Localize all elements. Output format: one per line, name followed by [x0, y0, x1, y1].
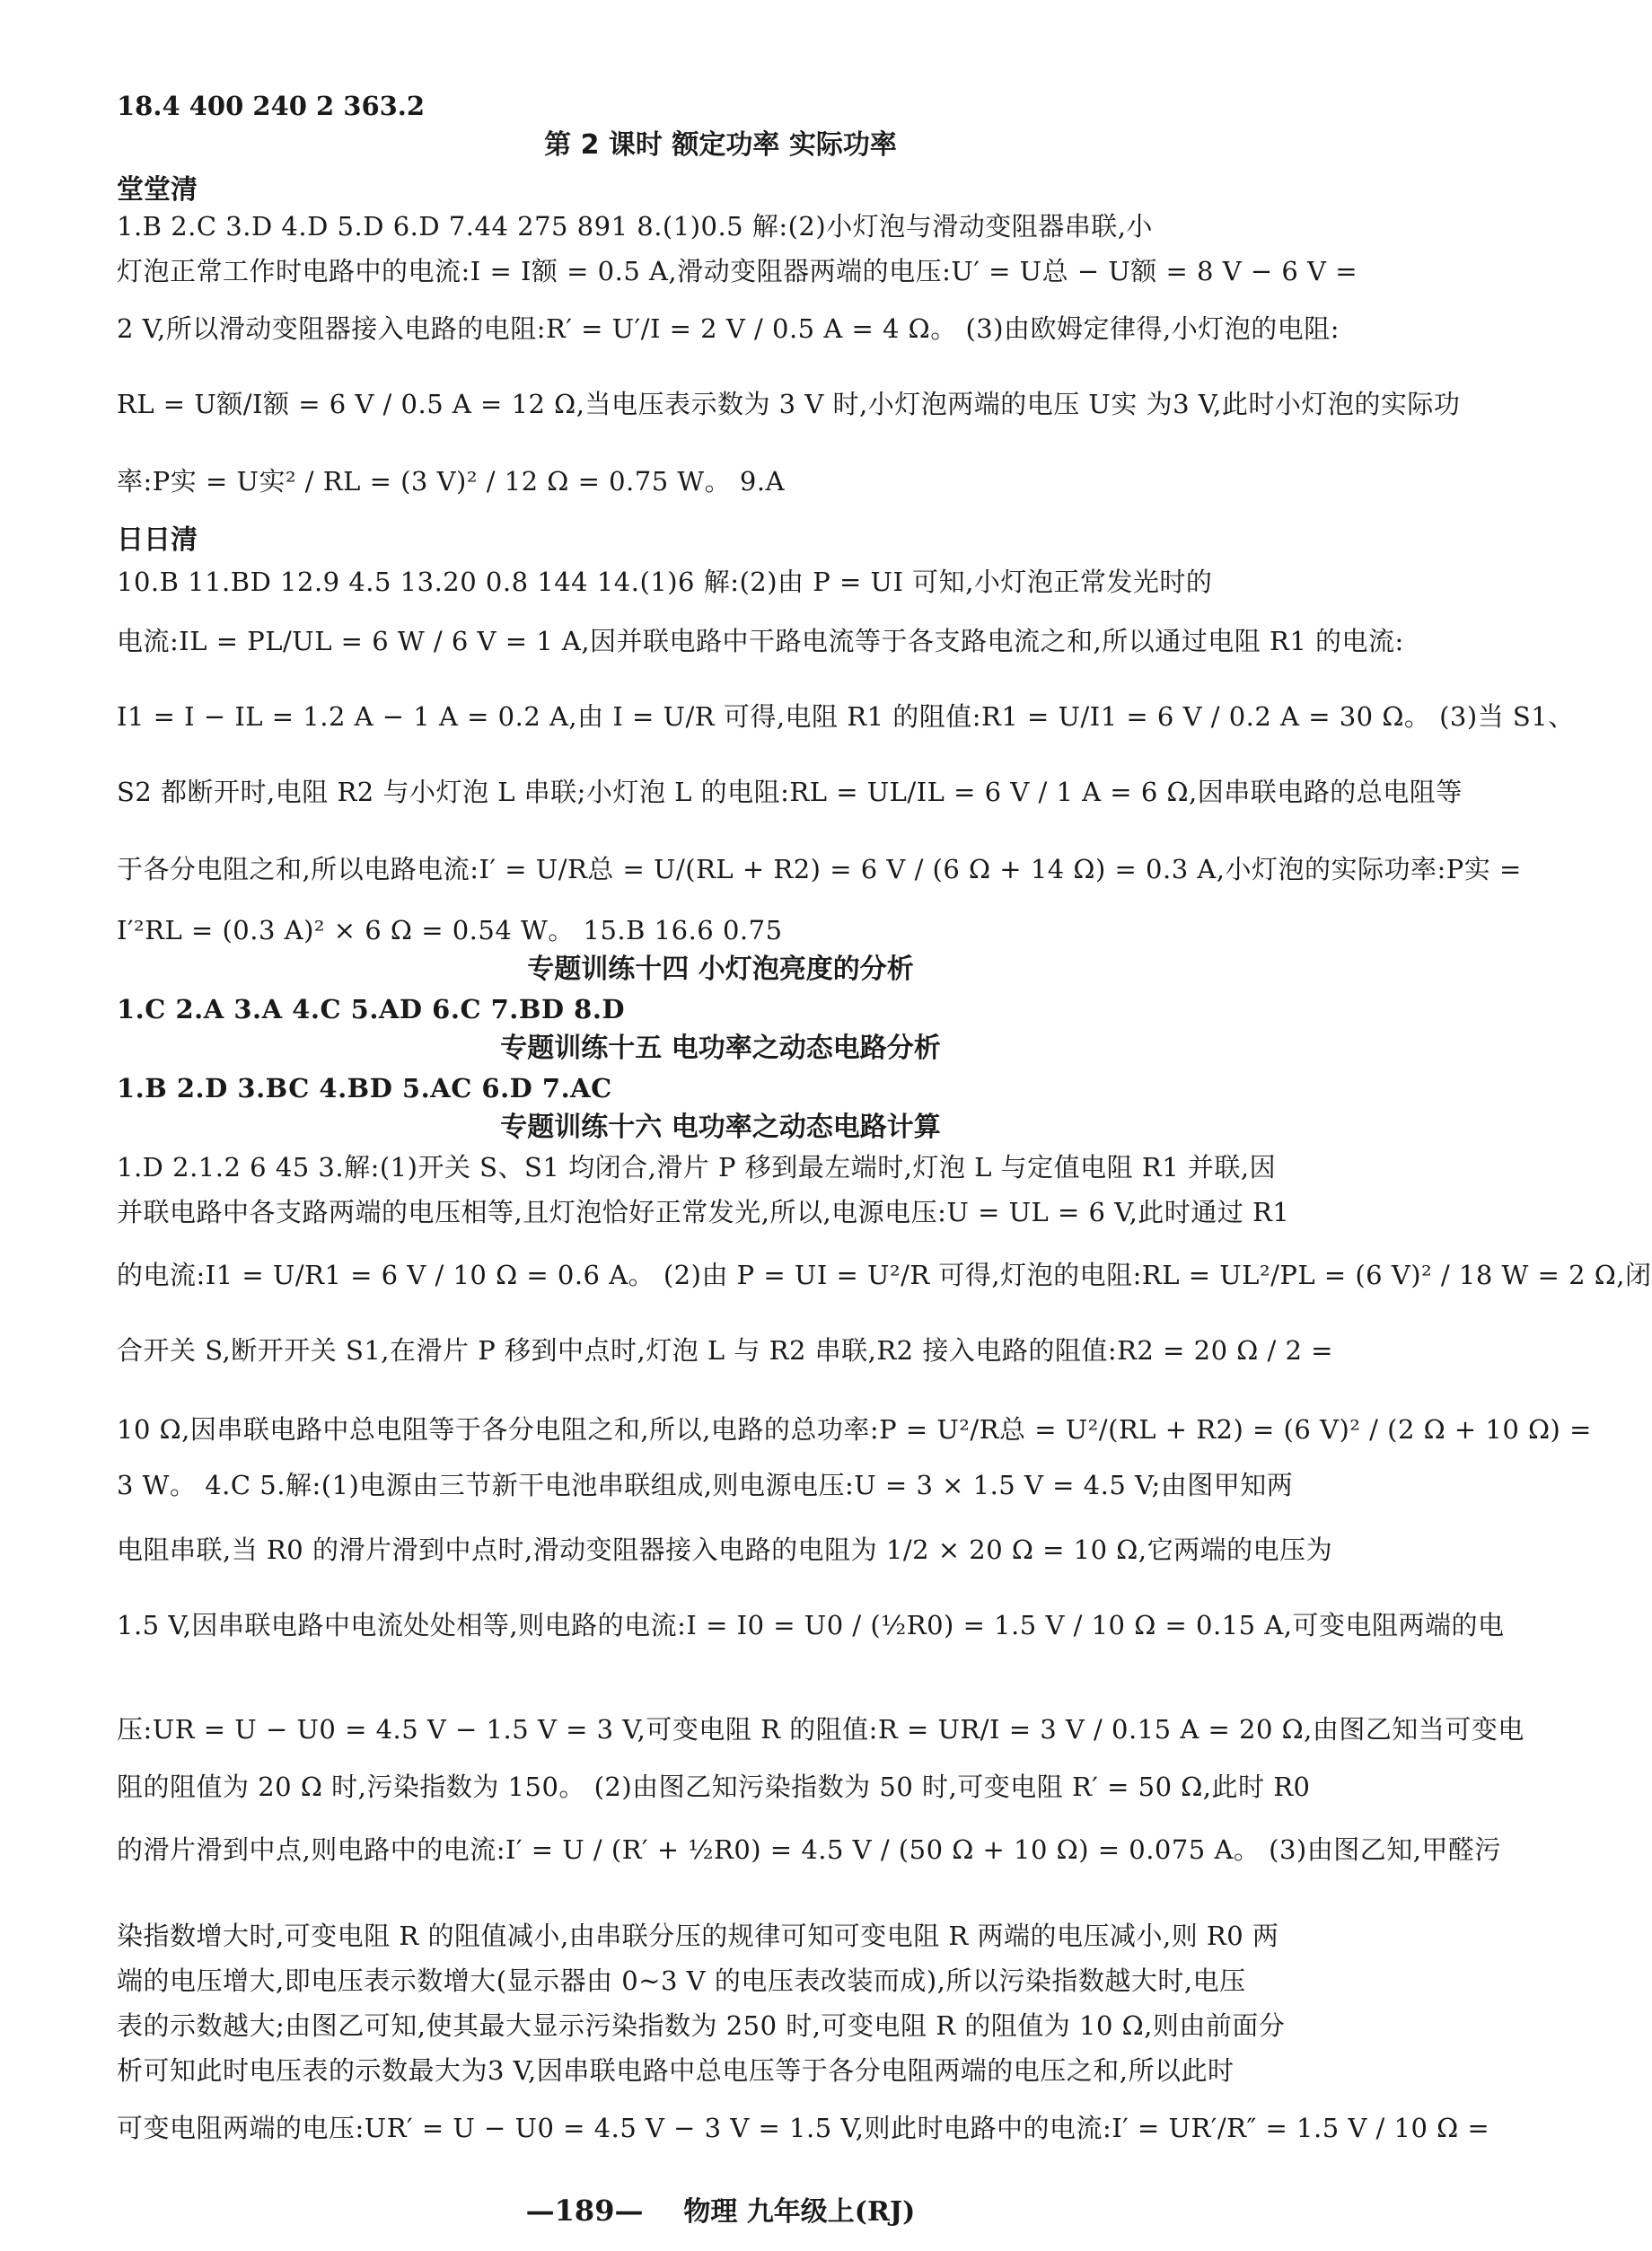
topic16-line: 的滑片滑到中点,则电路中的电流:I′ = U / (R′ + ½R0) = 4.5 V / (50 Ω + 10 Ω) = 0.075 A。 (3)由图乙知,甲醛污 [117, 1834, 1501, 1865]
topic16-line: 合开关 S,断开开关 S1,在滑片 P 移到中点时,灯泡 L 与 R2 串联,R2 接入电路的阻值:R2 = 20 Ω / 2 = [117, 1335, 1333, 1366]
subject-label: 物理 九年级上(RJ) [683, 2196, 916, 2228]
topic16-title: 专题训练十六 电功率之动态电路计算 [500, 1112, 941, 1143]
tangtangqing-line: 灯泡正常工作时电路中的电流:I = I额 = 0.5 A,滑动变阻器两端的电压:U′ = U总 − U额 = 8 V − 6 V = [117, 256, 1358, 286]
page-number: —189— [525, 2194, 644, 2228]
topic16-line: 并联电路中各支路两端的电压相等,且灯泡恰好正常发光,所以,电源电压:U = UL = 6 V,此时通过 R1 [117, 1197, 1290, 1227]
topic16-line: 1.5 V,因串联电路中电流处处相等,则电路的电流:I = I0 = U0 / (½R0) = 1.5 V / 10 Ω = 0.15 A,可变电阻两端的电 [117, 1610, 1505, 1640]
topic16-line: 析可知此时电压表的示数最大为3 V,因串联电路中总电压等于各分电阻两端的电压之和,所以此时 [117, 2055, 1235, 2086]
section-tangtangqing: 堂堂清 [117, 174, 198, 206]
tangtangqing-line: 1.B 2.C 3.D 4.D 5.D 6.D 7.44 275 891 8.(1)0.5 解:(2)小灯泡与滑动变阻器串联,小 [117, 211, 1153, 242]
lesson-title: 第 2 课时 额定功率 实际功率 [544, 129, 897, 161]
topic16-line: 3 W。 4.C 5.解:(1)电源由三节新干电池串联组成,则电源电压:U = 3 × 1.5 V = 4.5 V;由图甲知两 [117, 1470, 1294, 1500]
topic16-line: 电阻串联,当 R0 的滑片滑到中点时,滑动变阻器接入电路的电阻为 1/2 × 20 Ω = 10 Ω,它两端的电压为 [117, 1534, 1333, 1565]
topic14-title: 专题训练十四 小灯泡亮度的分析 [527, 954, 914, 985]
page-footer [0, 2193, 1441, 2230]
section-ririqing: 日日清 [117, 524, 198, 556]
ririqing-line: 10.B 11.BD 12.9 4.5 13.20 0.8 144 14.(1)6 解:(2)由 P = UI 可知,小灯泡正常发光时的 [117, 567, 1213, 597]
topic15-title: 专题训练十五 电功率之动态电路分析 [500, 1033, 941, 1064]
topic16-line: 染指数增大时,可变电阻 R 的阻值减小,由串联分压的规律可知可变电阻 R 两端的电压减小,则 R0 两 [117, 1921, 1279, 1951]
ririqing-line: I′²RL = (0.3 A)² × 6 Ω = 0.54 W。 15.B 16.6 0.75 [117, 915, 783, 945]
topic15-answers: 1.B 2.D 3.BC 4.BD 5.AC 6.D 7.AC [117, 1073, 612, 1104]
ririqing-line: S2 都断开时,电阻 R2 与小灯泡 L 串联;小灯泡 L 的电阻:RL = UL/IL = 6 V / 1 A = 6 Ω,因串联电路的总电阻等 [117, 777, 1463, 807]
tangtangqing-line: 率:P实 = U实² / RL = (3 V)² / 12 Ω = 0.75 W。 9.A [117, 466, 786, 497]
topic16-line: 阻的阻值为 20 Ω 时,污染指数为 150。 (2)由图乙知污染指数为 50 时,可变电阻 R′ = 50 Ω,此时 R0 [117, 1772, 1311, 1802]
topic16-line: 的电流:I1 = U/R1 = 6 V / 10 Ω = 0.6 A。 (2)由 P = UI = U²/R 可得,灯泡的电阻:RL = UL²/PL = (6 V)² / 18 W = 2 Ω,闭 [117, 1260, 1652, 1290]
ririqing-line: 电流:IL = PL/UL = 6 W / 6 V = 1 A,因并联电路中干路电流等于各支路电流之和,所以通过电阻 R1 的电流: [117, 626, 1404, 656]
ririqing-line: 于各分电阻之和,所以电路电流:I′ = U/R总 = U/(RL + R2) = 6 V / (6 Ω + 14 Ω) = 0.3 A,小灯泡的实际功率:P实 = [117, 854, 1522, 884]
topic16-line: 1.D 2.1.2 6 45 3.解:(1)开关 S、S1 均闭合,滑片 P 移到最左端时,灯泡 L 与定值电阻 R1 并联,因 [117, 1152, 1277, 1183]
topic16-line: 表的示数越大;由图乙可知,使其最大显示污染指数为 250 时,可变电阻 R 的阻值为 10 Ω,则由前面分 [117, 2010, 1286, 2041]
top-answer-line: 18.4 400 240 2 363.2 [117, 91, 426, 121]
topic14-answers: 1.C 2.A 3.A 4.C 5.AD 6.C 7.BD 8.D [117, 994, 626, 1024]
tangtangqing-line: 2 V,所以滑动变阻器接入电路的电阻:R′ = U′/I = 2 V / 0.5 A = 4 Ω。 (3)由欧姆定律得,小灯泡的电阻: [117, 313, 1340, 344]
topic16-line: 可变电阻两端的电压:UR′ = U − U0 = 4.5 V − 3 V = 1.5 V,则此时电路中的电流:I′ = UR′/R″ = 1.5 V / 10 Ω = [117, 2113, 1490, 2143]
topic16-line: 压:UR = U − U0 = 4.5 V − 1.5 V = 3 V,可变电阻 R 的阻值:R = UR/I = 3 V / 0.15 A = 20 Ω,由图乙知当可变电 [117, 1714, 1525, 1745]
tangtangqing-line: RL = U额/I额 = 6 V / 0.5 A = 12 Ω,当电压表示数为 3 V 时,小灯泡两端的电压 U实 为3 V,此时小灯泡的实际功 [117, 389, 1461, 419]
ririqing-line: I1 = I − IL = 1.2 A − 1 A = 0.2 A,由 I = U/R 可得,电阻 R1 的阻值:R1 = U/I1 = 6 V / 0.2 A = 30 Ω。 (3)当 S1、 [117, 701, 1575, 732]
topic16-line: 端的电压增大,即电压表示数增大(显示器由 0~3 V 的电压表改装而成),所以污染指数越大时,电压 [117, 1965, 1246, 1996]
topic16-line: 10 Ω,因串联电路中总电阻等于各分电阻之和,所以,电路的总功率:P = U²/R总 = U²/(RL + R2) = (6 V)² / (2 Ω + 10 Ω) = [117, 1414, 1592, 1445]
